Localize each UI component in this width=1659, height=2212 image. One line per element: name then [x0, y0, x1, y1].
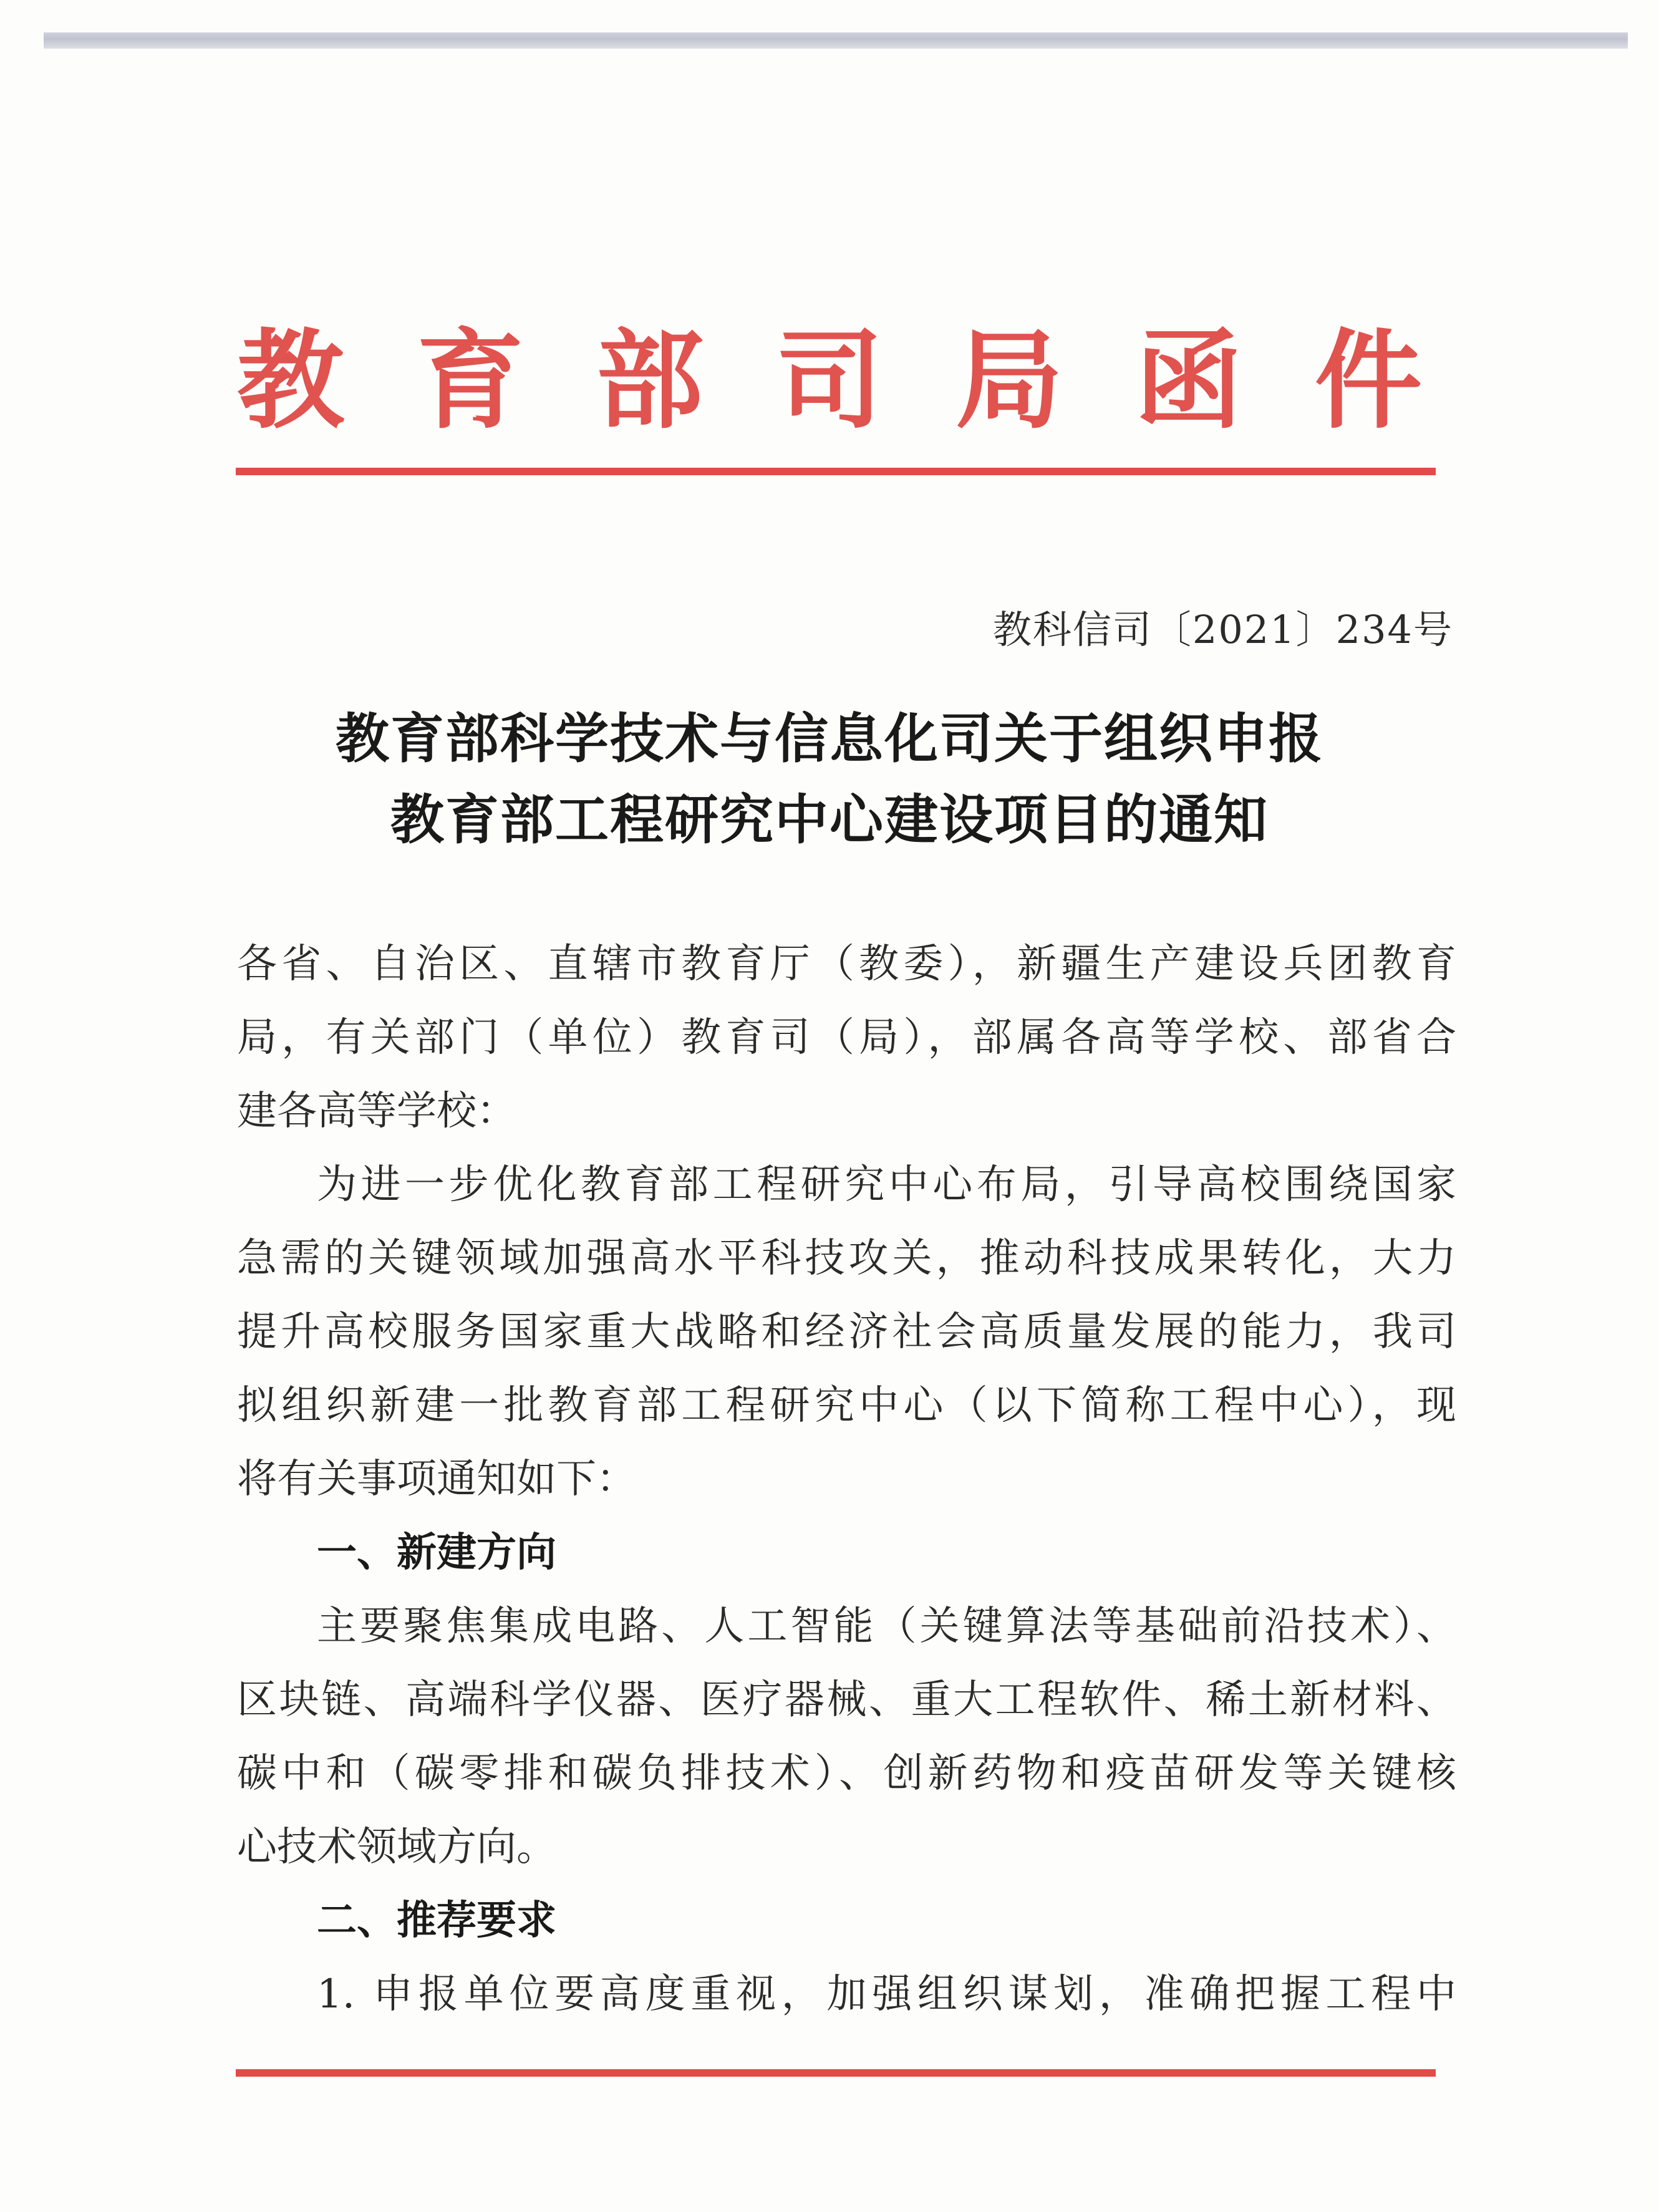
letterhead-title: [237, 312, 1422, 449]
letterhead-char: 育: [417, 317, 524, 443]
scan-edge-band: [44, 32, 1628, 49]
title-line: 教育部工程研究中心建设项目的通知: [390, 789, 1269, 851]
footer-red-rule: [236, 2069, 1436, 2077]
document-number: 教科信司〔2021〕234号: [992, 607, 1453, 652]
addressee-line: 建各高等学校：: [237, 1088, 516, 1134]
paragraph-line: 急需的关键领域加强高水平科技攻关，推动科技成果转化，大力: [237, 1235, 1456, 1282]
addressee-line: 局，有关部门（单位）教育司（局），部属各高等学校、部省合: [237, 1015, 1456, 1061]
paragraph-line: 为进一步优化教育部工程研究中心布局，引导高校围绕国家: [317, 1162, 1456, 1208]
letterhead-red-rule: [236, 468, 1436, 475]
letterhead-char: 部: [596, 317, 704, 443]
paragraph-line: 拟组织新建一批教育部工程研究中心（以下简称工程中心），现: [237, 1383, 1456, 1429]
letterhead-char: 函: [1135, 317, 1242, 443]
letterhead-char: 局: [955, 317, 1063, 443]
paragraph-line: 1. 申报单位要高度重视，加强组织谋划，准确把握工程中: [317, 1971, 1456, 2017]
letterhead-char: 教: [237, 317, 344, 443]
paragraph-line: 碳中和（碳零排和碳负排技术）、创新药物和疫苗研发等关键核: [237, 1751, 1456, 1797]
letterhead-char: 司: [776, 317, 883, 443]
paragraph-line: 提升高校服务国家重大战略和经济社会高质量发展的能力，我司: [237, 1309, 1456, 1355]
section-heading: 二、推荐要求: [317, 1898, 556, 1944]
paragraph-line: 主要聚焦集成电路、人工智能（关键算法等基础前沿技术）、: [317, 1603, 1456, 1649]
paragraph-line: 区块链、高端科学仪器、医疗器械、重大工程软件、稀土新材料、: [237, 1677, 1456, 1723]
document-title: [237, 698, 1422, 861]
title-line: 教育部科学技术与信息化司关于组织申报: [336, 708, 1323, 770]
section-heading: 一、新建方向: [317, 1530, 556, 1576]
document-body: [237, 927, 1456, 2031]
letterhead-char: 件: [1315, 317, 1422, 443]
addressee-line: 各省、自治区、直辖市教育厅（教委），新疆生产建设兵团教育: [237, 941, 1456, 987]
paragraph-line: 将有关事项通知如下：: [237, 1456, 636, 1502]
paragraph-line: 心技术领域方向。: [237, 1824, 556, 1870]
